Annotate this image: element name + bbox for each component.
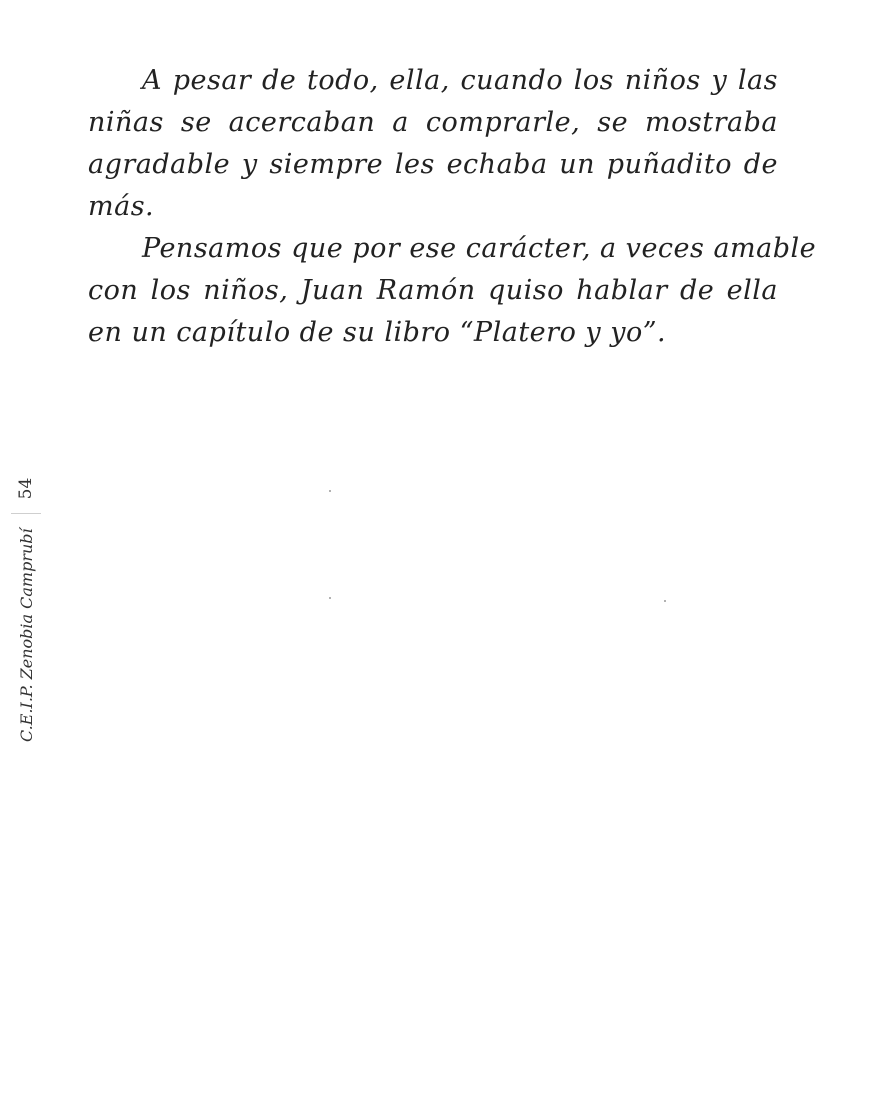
text-line: en un capítulo de su libro “Platero y yo”. — [88, 317, 667, 348]
side-footer — [6, 470, 46, 770]
footer-divider — [11, 513, 41, 514]
scan-speck — [664, 600, 666, 602]
body-text — [88, 60, 817, 354]
text-line: Pensamos que por ese carácter, a veces amable — [142, 233, 817, 264]
text-line: niñas se acercaban a comprarle, se mostraba — [88, 107, 778, 138]
page-number: 54 — [16, 477, 36, 500]
paragraph-1 — [88, 60, 778, 228]
text-line: agradable y siempre les echaba un puñadito de — [88, 149, 778, 180]
scan-speck — [329, 597, 331, 599]
scan-speck — [329, 490, 331, 492]
paragraph-2 — [88, 228, 817, 354]
text-line: con los niños, Juan Ramón quiso hablar de ella — [88, 275, 778, 306]
school-name: C.E.I.P. Zenobia Camprubí — [16, 528, 36, 742]
text-line: A pesar de todo, ella, cuando los niños y las — [142, 65, 778, 96]
text-line: más. — [88, 191, 155, 222]
